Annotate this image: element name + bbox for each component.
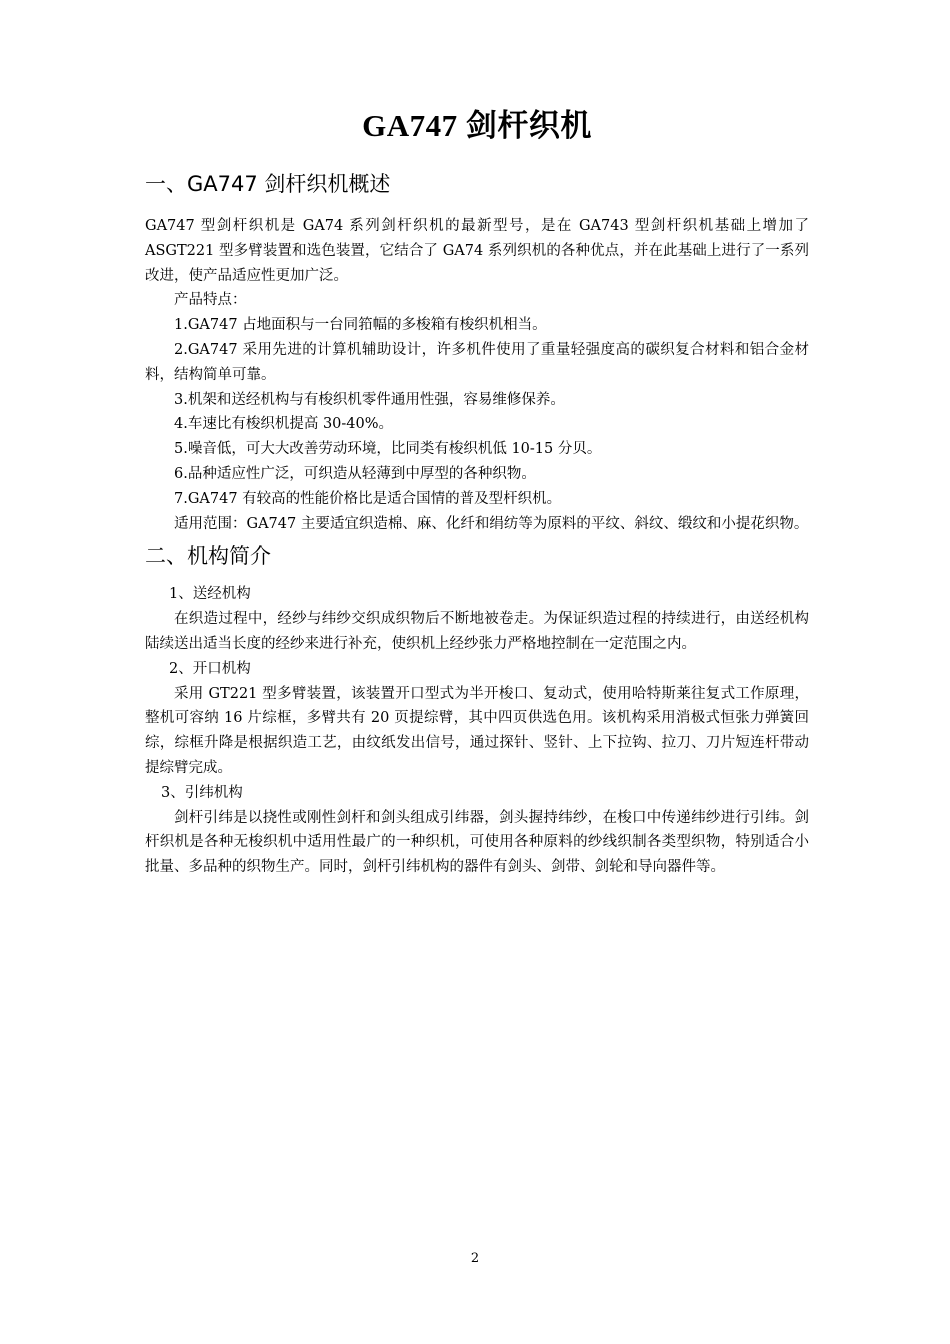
subsection-heading-shedding: 2、开口机构: [169, 660, 251, 677]
features-label: 产品特点：: [174, 292, 247, 309]
subsection-body-shedding: 采用 GT221 型多臂装置，该装置开口型式为半开梭口、复动式，使用哈特斯莱往复式工作原理，整机可容纳 16 片综框，多臂共有 20 页提综臂，其中四页供选色用。该机构采用消极式恒张力弹簧回综，综框升降是根据织造工艺，由纹纸发出信号，通过探针、竖针、上下拉钩、拉刀、刀片短连杆带动提综臂完成。: [145, 685, 809, 776]
section-heading-overview: 一、GA747 剑杆织机概述: [145, 172, 391, 196]
subsection-body-let-off: 在织造过程中，经纱与纬纱交织成织物后不断地被卷走。为保证织造过程的持续进行，由送经机构陆续送出适当长度的经纱来进行补充，使织机上经纱张力严格地控制在一定范围之内。: [145, 611, 809, 652]
page-number: 2: [470, 1251, 480, 1266]
page-content: [145, 100, 809, 880]
feature-item: 6.品种适应性广泛，可织造从轻薄到中厚型的各种织物。: [174, 465, 536, 482]
feature-item: 7.GA747 有较高的性能价格比是适合国情的普及型杆织机。: [174, 490, 562, 507]
feature-item: 1.GA747 占地面积与一台同筘幅的多梭箱有梭织机相当。: [174, 317, 547, 334]
subsection-body-weft-insertion: 剑杆引纬是以挠性或刚性剑杆和剑头组成引纬器，剑头握持纬纱，在梭口中传递纬纱进行引纬。剑杆织机是各种无梭织机中适用性最广的一种织机，可使用各种原料的纱线织制各类型织物，特别适合小批量、多品种的织物生产。同时，剑杆引纬机构的器件有剑头、剑带、剑轮和导向器件等。: [145, 809, 809, 876]
document-title: GA747 剑杆织机: [362, 108, 592, 143]
feature-item: 3.机架和送经机构与有梭织机零件通用性强，容易维修保养。: [174, 391, 565, 408]
feature-item: 5.噪音低，可大大改善劳动环境，比同类有梭织机低 10-15 分贝。: [174, 441, 602, 458]
subsection-heading-let-off: 1、送经机构: [169, 586, 251, 603]
subsection-heading-weft-insertion: 3、引纬机构: [161, 784, 243, 801]
section-heading-mechanisms: 二、机构简介: [145, 544, 271, 569]
scope-paragraph: 适用范围：GA747 主要适宜织造棉、麻、化纤和绢纺等为原料的平纹、斜纹、缎纹和小提花织物。: [174, 515, 809, 532]
feature-item: 4.车速比有梭织机提高 30-40%。: [174, 416, 394, 433]
feature-item: 2.GA747 采用先进的计算机辅助设计，许多机件使用了重量轻强度高的碳织复合材料和铝合金材料，结构简单可靠。: [145, 341, 809, 383]
overview-intro-paragraph: GA747 型剑杆织机是 GA74 系列剑杆织机的最新型号，是在 GA743 型剑杆织机基础上增加了 ASGT221 型多臂装置和选色装置，它结合了 GA74 系列织机的各种优点，并在此基础上进行了一系列改进，使产品适应性更加广泛。: [145, 218, 809, 284]
